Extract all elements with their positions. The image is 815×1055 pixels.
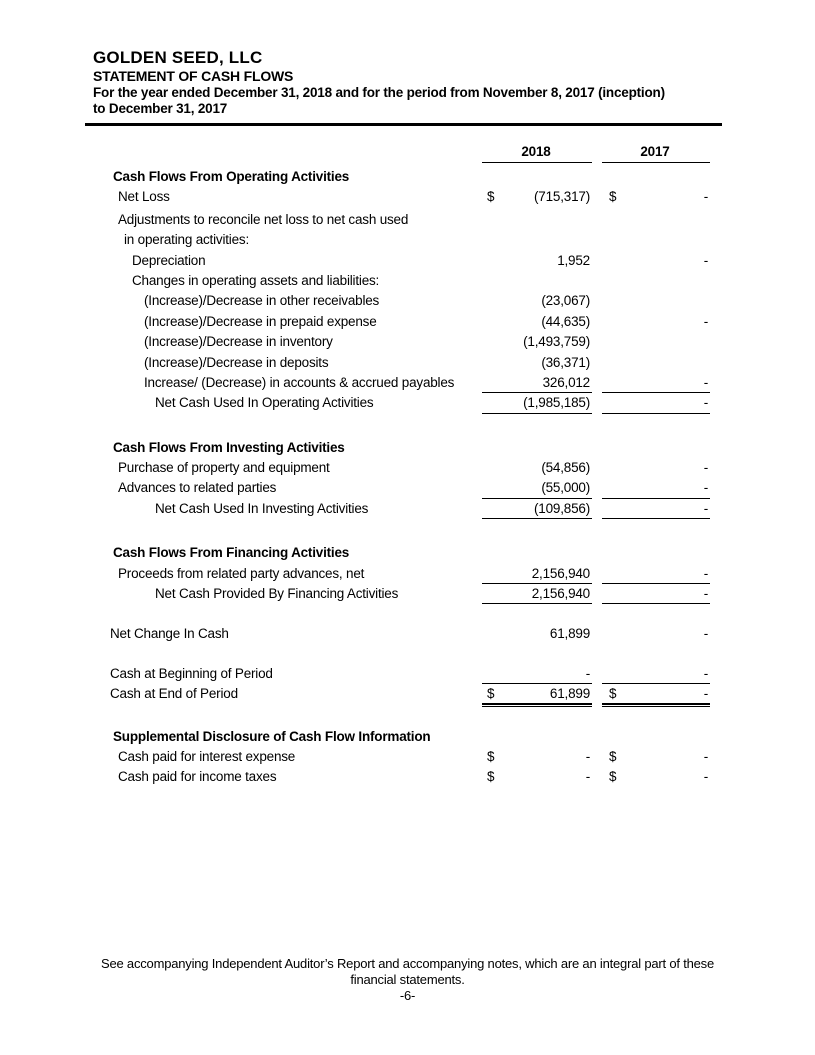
value-2017 <box>602 727 710 747</box>
value-2017 <box>602 291 710 311</box>
table-row <box>85 271 722 291</box>
cell-value: (54,856) <box>541 460 590 476</box>
value-2018 <box>482 624 592 644</box>
table-row <box>85 584 722 604</box>
value-2017 <box>602 373 710 393</box>
cell-value: (44,635) <box>541 313 590 329</box>
value-2018 <box>482 664 592 684</box>
row-label: (Increase)/Decrease in other receivables <box>144 293 380 309</box>
company-name: GOLDEN SEED, LLC <box>93 48 263 67</box>
value-2017 <box>602 438 710 458</box>
value-2017 <box>602 393 710 413</box>
value-2017 <box>602 210 710 230</box>
document-header <box>85 48 722 117</box>
dollar-sign: $ <box>609 189 617 205</box>
cell-value: (36,371) <box>541 354 590 370</box>
cell-value: (715,317) <box>534 189 590 205</box>
value-2017 <box>602 684 710 704</box>
value-2017 <box>602 564 710 584</box>
value-2018 <box>482 373 592 393</box>
header-rule <box>85 123 722 126</box>
auditor-note: See accompanying Independent Auditor’s Report and accompanying notes, which are an integral part of these financial statements. <box>100 956 715 987</box>
value-2018 <box>482 167 592 187</box>
cell-value: (55,000) <box>541 480 590 496</box>
value-2017 <box>602 664 710 684</box>
row-label: Advances to related parties <box>118 480 277 496</box>
table-row <box>85 393 722 413</box>
page-number: -6- <box>399 988 416 1003</box>
table-row <box>85 684 722 704</box>
row-label: Changes in operating assets and liabilities: <box>132 272 380 288</box>
value-2018 <box>482 230 592 250</box>
row-label: Cash at Beginning of Period <box>110 665 273 681</box>
value-2018 <box>482 291 592 311</box>
value-2018 <box>482 458 592 478</box>
cell-value: - <box>585 748 590 764</box>
row-label: Net Cash Used In Operating Activities <box>155 395 374 411</box>
value-2018 <box>482 767 592 787</box>
value-2017 <box>602 230 710 250</box>
value-2017 <box>602 478 710 498</box>
dollar-sign: $ <box>487 769 495 785</box>
cell-value: 326,012 <box>542 374 590 390</box>
table-row <box>85 624 722 644</box>
row-label: Cash at End of Period <box>110 686 238 702</box>
row-label: Net Cash Used In Investing Activities <box>155 500 369 516</box>
value-2017 <box>602 187 710 207</box>
row-label: Cash Flows From Investing Activities <box>113 439 345 455</box>
row-label: Depreciation <box>132 252 206 268</box>
value-2017 <box>602 312 710 332</box>
cell-value: (1,493,759) <box>523 334 590 350</box>
cell-value: 1,952 <box>557 252 590 268</box>
cell-value: (23,067) <box>541 293 590 309</box>
value-2018 <box>482 251 592 271</box>
table-row <box>85 664 722 684</box>
row-label: Cash paid for income taxes <box>118 769 277 785</box>
value-2017 <box>602 271 710 291</box>
period-line-1: For the year ended December 31, 2018 and for the period from November 8, 2017 (inception) <box>93 85 665 100</box>
value-2018 <box>482 499 592 519</box>
table-row <box>85 353 722 373</box>
cell-value: (109,856) <box>534 500 590 516</box>
cell-value: - <box>703 565 708 581</box>
row-label: Net Loss <box>118 189 170 205</box>
cell-value: - <box>703 395 708 411</box>
cell-value: - <box>703 500 708 516</box>
row-label: Increase/ (Decrease) in accounts & accrued payables <box>144 374 455 390</box>
row-label: Cash Flows From Operating Activities <box>113 169 350 184</box>
value-2017 <box>602 543 710 563</box>
section-header-row <box>85 727 722 747</box>
value-2018 <box>482 187 592 207</box>
cell-value: 61,899 <box>549 686 590 702</box>
cell-value: 2,156,940 <box>531 565 590 581</box>
dollar-sign: $ <box>609 686 617 702</box>
cell-value: - <box>585 665 590 681</box>
column-header-spacer <box>85 141 482 163</box>
value-2018 <box>482 543 592 563</box>
cell-value: - <box>703 748 708 764</box>
row-label: Cash Flows From Financing Activities <box>113 545 350 561</box>
table-row <box>85 312 722 332</box>
value-2018 <box>482 353 592 373</box>
table-row <box>85 332 722 352</box>
row-label: (Increase)/Decrease in deposits <box>144 354 329 370</box>
value-2018 <box>482 393 592 413</box>
row-label: Cash paid for interest expense <box>118 748 296 764</box>
column-header-2018: 2018 <box>482 141 592 163</box>
period-line-2: to December 31, 2017 <box>93 101 228 116</box>
cell-value: - <box>703 586 708 602</box>
table-row <box>85 210 722 230</box>
row-label: Proceeds from related party advances, net <box>118 565 365 581</box>
value-2017 <box>602 584 710 604</box>
cell-value: - <box>703 626 708 642</box>
value-2018 <box>482 727 592 747</box>
value-2018 <box>482 684 592 704</box>
dollar-sign: $ <box>609 769 617 785</box>
statement-title: STATEMENT OF CASH FLOWS <box>93 68 294 84</box>
section-header-row <box>85 543 722 563</box>
cell-value: (1,985,185) <box>523 395 590 411</box>
table-row <box>85 187 722 207</box>
statement-page <box>85 48 722 788</box>
table-row <box>85 747 722 767</box>
dollar-sign: $ <box>609 748 617 764</box>
section-header-row <box>85 167 722 187</box>
cell-value: - <box>703 769 708 785</box>
cell-value: 2,156,940 <box>531 586 590 602</box>
value-2018 <box>482 332 592 352</box>
cell-value: - <box>703 686 708 702</box>
cell-value: - <box>703 189 708 205</box>
table-row <box>85 499 722 519</box>
row-label: in operating activities: <box>124 232 250 248</box>
value-2018 <box>482 478 592 498</box>
value-2017 <box>602 747 710 767</box>
value-2018 <box>482 210 592 230</box>
row-label: Net Change In Cash <box>110 626 229 642</box>
section-header-row <box>85 438 722 458</box>
row-label: (Increase)/Decrease in inventory <box>144 334 333 350</box>
value-2018 <box>482 584 592 604</box>
cell-value: - <box>703 313 708 329</box>
value-2017 <box>602 167 710 187</box>
cell-value: - <box>703 665 708 681</box>
value-2018 <box>482 271 592 291</box>
cell-value: 61,899 <box>549 626 590 642</box>
value-2017 <box>602 332 710 352</box>
value-2017 <box>602 767 710 787</box>
value-2017 <box>602 499 710 519</box>
table-row <box>85 478 722 498</box>
dollar-sign: $ <box>487 686 495 702</box>
table-row <box>85 564 722 584</box>
table-row <box>85 373 722 393</box>
value-2017 <box>602 353 710 373</box>
row-label: Supplemental Disclosure of Cash Flow Information <box>113 728 431 744</box>
table-row <box>85 230 722 250</box>
row-label: Net Cash Provided By Financing Activities <box>155 586 399 602</box>
page-footer <box>0 956 815 1004</box>
table-row <box>85 458 722 478</box>
value-2018 <box>482 312 592 332</box>
value-2017 <box>602 458 710 478</box>
cell-value: - <box>703 252 708 268</box>
value-2017 <box>602 624 710 644</box>
row-label: (Increase)/Decrease in prepaid expense <box>144 313 377 329</box>
value-2018 <box>482 747 592 767</box>
row-label: Adjustments to reconcile net loss to net cash used <box>118 211 409 227</box>
cell-value: - <box>703 480 708 496</box>
column-header-row <box>85 141 722 163</box>
dollar-sign: $ <box>487 748 495 764</box>
cell-value: - <box>585 769 590 785</box>
statement-rows <box>85 167 722 788</box>
value-2018 <box>482 564 592 584</box>
dollar-sign: $ <box>487 189 495 205</box>
table-row <box>85 251 722 271</box>
value-2018 <box>482 438 592 458</box>
row-label: Purchase of property and equipment <box>118 460 330 476</box>
table-row <box>85 291 722 311</box>
cell-value: - <box>703 374 708 390</box>
cell-value: - <box>703 460 708 476</box>
table-row <box>85 767 722 787</box>
value-2017 <box>602 251 710 271</box>
column-header-2017: 2017 <box>602 141 710 163</box>
